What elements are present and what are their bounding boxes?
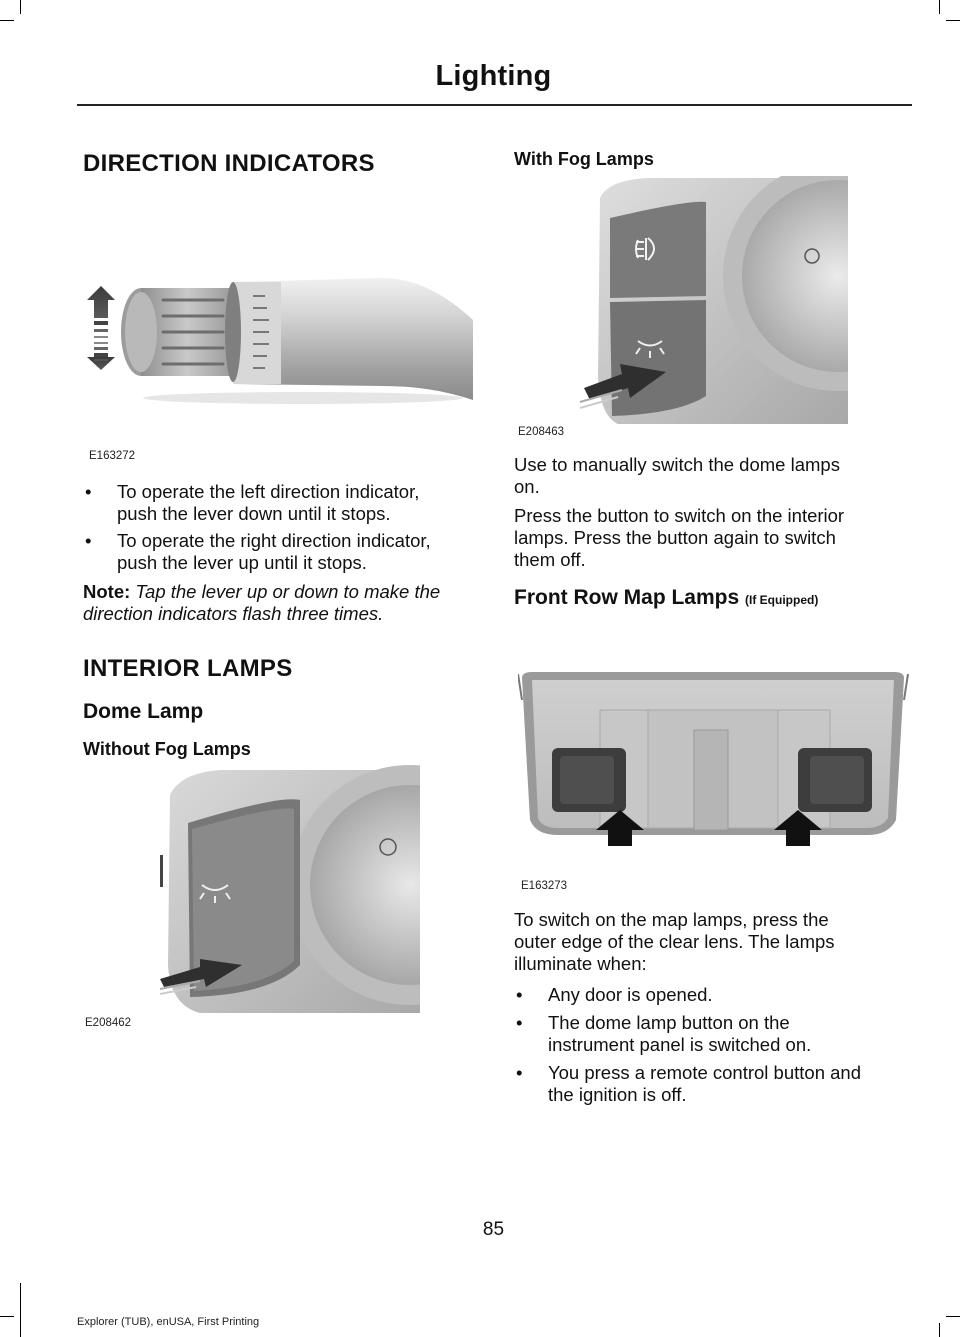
paragraph: Press the button to switch on the interior lamps. Press the button again to switch them off.	[514, 505, 845, 570]
list-item-text: To operate the left direction indicator, push the lever down until it stops.	[117, 481, 420, 524]
subsection-title-with-fog-lamps: With Fog Lamps	[514, 149, 654, 169]
list-item-text: To operate the right direction indicator, push the lever up until it stops.	[117, 530, 431, 573]
crop-mark-bottom-left-v	[20, 1283, 21, 1337]
list-item-text: Any door is opened.	[548, 984, 713, 1005]
crop-mark-bottom-right-h	[946, 1316, 960, 1317]
section-title-interior-lamps: INTERIOR LAMPS	[83, 655, 293, 682]
figure-code: E208463	[518, 426, 565, 438]
bullet-glyph: •	[516, 984, 523, 1005]
subsection-title-dome-lamp: Dome Lamp	[83, 700, 204, 723]
list-item	[516, 984, 916, 1006]
list-item-text: The dome lamp button on the instrument panel is switched on.	[548, 1012, 812, 1055]
figure-front-row-map-lamps	[518, 670, 910, 876]
paragraph: Use to manually switch the dome lamps on.	[514, 454, 840, 497]
footer-text: Explorer (TUB), enUSA, First Printing	[77, 1316, 260, 1328]
figure-dome-lamp-switch-with-fog	[578, 176, 848, 426]
up-down-arrow-icon	[87, 286, 115, 370]
figure-dome-lamp-switch-without-fog	[160, 765, 420, 1017]
crop-mark-bottom-left-h	[0, 1316, 14, 1317]
figure-direction-indicator-lever	[83, 200, 483, 465]
subsection-title-without-fog-lamps: Without Fog Lamps	[83, 739, 251, 759]
crop-mark-top-right-v	[939, 0, 940, 14]
list-item	[85, 481, 485, 525]
figure-code: E208462	[85, 1017, 132, 1029]
page-number: 85	[482, 1219, 505, 1240]
bullet-glyph: •	[85, 481, 92, 502]
paragraph: To switch on the map lamps, press the outer edge of the clear lens. The lamps illuminate when:	[514, 909, 835, 974]
list-item-text: You press a remote control button and the ignition is off.	[548, 1062, 861, 1105]
crop-mark-top-right-h	[946, 20, 960, 21]
list-item	[516, 1012, 916, 1056]
list-item	[516, 1062, 916, 1106]
section-title-direction-indicators: DIRECTION INDICATORS	[83, 150, 375, 177]
bullet-glyph: •	[516, 1062, 523, 1083]
crop-mark-top-left-h	[0, 20, 14, 21]
subsection-title-front-row-map-lamps: Front Row Map Lamps (If Equipped)	[514, 586, 819, 609]
bullet-glyph: •	[516, 1012, 523, 1033]
crop-mark-bottom-right-v	[939, 1323, 940, 1337]
bullet-glyph: •	[85, 530, 92, 551]
header-rule	[77, 104, 912, 106]
figure-code: E163272	[89, 450, 136, 462]
page-header-title: Lighting	[435, 60, 552, 92]
list-item	[85, 530, 485, 574]
crop-mark-top-left-v	[20, 0, 21, 14]
figure-code: E163273	[521, 880, 568, 892]
note-paragraph: Note: Tap the lever up or down to make the direction indicators flash three times.	[83, 581, 441, 624]
